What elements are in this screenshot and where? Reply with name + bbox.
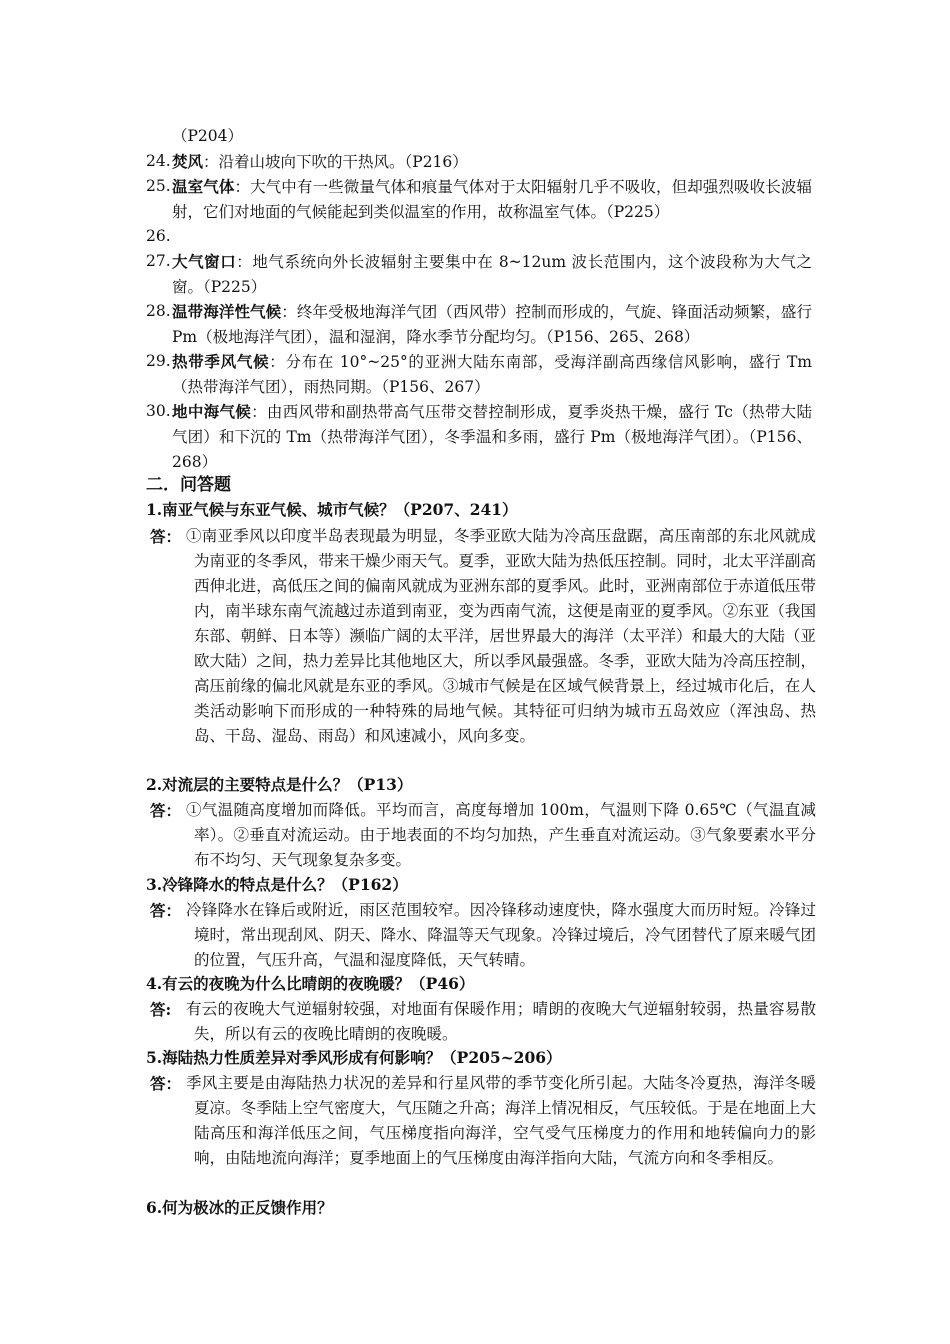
- question-title: 2.对流层的主要特点是什么？（P13）: [146, 775, 413, 794]
- definition-text: ：分布在 10°~25°的亚洲大陆东南部，受海洋副高西缘信风影响，盛行 Tm（热带海洋气团），雨热同期。（P156、267）: [172, 353, 812, 396]
- definition-item: [146, 149, 812, 175]
- definition-text: ：由西风带和副热带高气压带交替控制形成，夏季炎热干燥，盛行 Tc（热带大陆气团）和下沉的 Tm（热带海洋气团），冬季温和多雨，盛行 Pm（极地海洋气团）。（P156、268）: [172, 403, 812, 471]
- definition-term: 热带季风气候: [172, 352, 270, 371]
- answer-label: 答：: [150, 1074, 182, 1093]
- question-title: 3.冷锋降水的特点是什么？（P162）: [146, 875, 408, 894]
- definition-item: [146, 249, 812, 300]
- definition-number: 27.: [146, 252, 171, 270]
- definition-item: [146, 399, 812, 475]
- question-title: 1.南亚气候与东亚气候、城市气候？（P207、241）: [146, 500, 518, 519]
- answer-text: 冷锋降水在锋后或附近，雨区范围较窄。因冷锋移动速度快，降水强度大而历时短。冷锋过境时，常出现刮风、阴天、降水、降温等天气现象。冷锋过境后，冷气团替代了原来暖气团的位置，气压升高，气温和湿度降低，天气转晴。: [186, 901, 816, 969]
- definition-number: 26.: [146, 227, 171, 245]
- question-title: 4.有云的夜晚为什么比晴朗的夜晚暖？（P46）: [146, 974, 475, 993]
- definition-item: [146, 299, 812, 350]
- definition-item: [146, 349, 812, 400]
- answer-label: 答：: [150, 901, 182, 920]
- section-heading: 二．问答题: [146, 475, 231, 495]
- definition-text: （P204）: [172, 127, 244, 145]
- answer-block: [150, 1071, 816, 1171]
- definition-number: 30.: [146, 402, 171, 420]
- definition-text: ：地气系统向外长波辐射主要集中在 8~12um 波长范围内，这个波段称为大气之窗。（P225）: [172, 253, 812, 296]
- definition-text: ：终年受极地海洋气团（西风带）控制而形成的，气旋、锋面活动频繁，盛行 Pm（极地海洋气团），温和湿润，降水季节分配均匀。（P156、265、268）: [172, 303, 812, 346]
- answer-block: [150, 898, 816, 973]
- answer-text: ①气温随高度增加而降低。平均而言，高度每增加 100m，气温则下降 0.65℃（气温直减率）。②垂直对流运动。由于地表面的不均匀加热，产生垂直对流运动。③气象要素水平分布不均匀、天气现象复杂多变。: [186, 801, 816, 869]
- answer-label: 答：: [150, 801, 182, 820]
- definition-item: [146, 174, 812, 225]
- definition-term: 温室气体: [172, 177, 235, 196]
- definition-number: 24.: [146, 152, 171, 170]
- answer-label: 答:: [150, 1000, 172, 1019]
- answer-label: 答：: [150, 527, 182, 546]
- definition-number: 28.: [146, 302, 171, 320]
- definition-term: 大气窗口: [172, 252, 237, 271]
- definition-number: 29.: [146, 352, 171, 370]
- definition-text: ：大气中有一些微量气体和痕量气体对于太阳辐射几乎不吸收，但却强烈吸收长波辐射，它们对地面的气候能起到类似温室的作用，故称温室气体。（P225）: [172, 178, 812, 221]
- answer-text: ①南亚季风以印度半岛表现最为明显，冬季亚欧大陆为冷高压盘踞，高压南部的东北风就成为南亚的冬季风，带来干燥少雨天气。夏季，亚欧大陆为热低压控制。同时，北太平洋副高西伸北进，高低压之间的偏南风就成为亚洲东部的夏季风。此时，亚洲南部位于赤道低压带内，南半球东南气流越过赤道到南亚，变为西南气流，这便是南亚的夏季风。②东亚（我国东部、朝鲜、日本等）濒临广阔的太平洋，居世界最大的海洋（太平洋）和最大的大陆（亚欧大陆）之间，热力差异比其他地区大，所以季风最强盛。冬季，亚欧大陆为冷高压控制，高压前缘的偏北风就是东亚的季风。③城市气候是在区域气候背景上，经过城市化后，在人类活动影响下而形成的一种特殊的局地气候。其特征可归纳为城市五岛效应（浑浊岛、热岛、干岛、湿岛、雨岛）和风速减小，风向多变。: [186, 527, 816, 745]
- definition-text: ：沿着山坡向下吹的干热风。（P216）: [203, 153, 468, 171]
- answer-block: [150, 798, 816, 873]
- question-title: 6.何为极冰的正反馈作用？: [146, 1198, 333, 1217]
- answer-block: [150, 524, 816, 749]
- answer-block: [150, 997, 816, 1047]
- definition-term: 焚风: [172, 152, 204, 171]
- question-title: 5.海陆热力性质差异对季风形成有何影响？（P205~206）: [146, 1048, 562, 1067]
- definition-term: 地中海气候: [172, 402, 252, 421]
- definition-term: 温带海洋性气候: [172, 302, 282, 321]
- definition-number: 25.: [146, 177, 171, 195]
- answer-text: 季风主要是由海陆热力状况的差异和行星风带的季节变化所引起。大陆冬冷夏热，海洋冬暖夏凉。冬季陆上空气密度大，气压随之升高；海洋上情况相反，气压较低。于是在地面上大陆高压和海洋低压之间，气压梯度指向海洋，空气受气压梯度力的作用和地转偏向力的影响，由陆地流向海洋；夏季地面上的气压梯度由海洋指向大陆，气流方向和冬季相反。: [186, 1074, 816, 1167]
- definition-continuation: [146, 124, 812, 149]
- answer-text: 有云的夜晚大气逆辐射较强，对地面有保暖作用；晴朗的夜晚大气逆辐射较弱，热量容易散失，所以有云的夜晚比晴朗的夜晚暖。: [186, 1000, 816, 1043]
